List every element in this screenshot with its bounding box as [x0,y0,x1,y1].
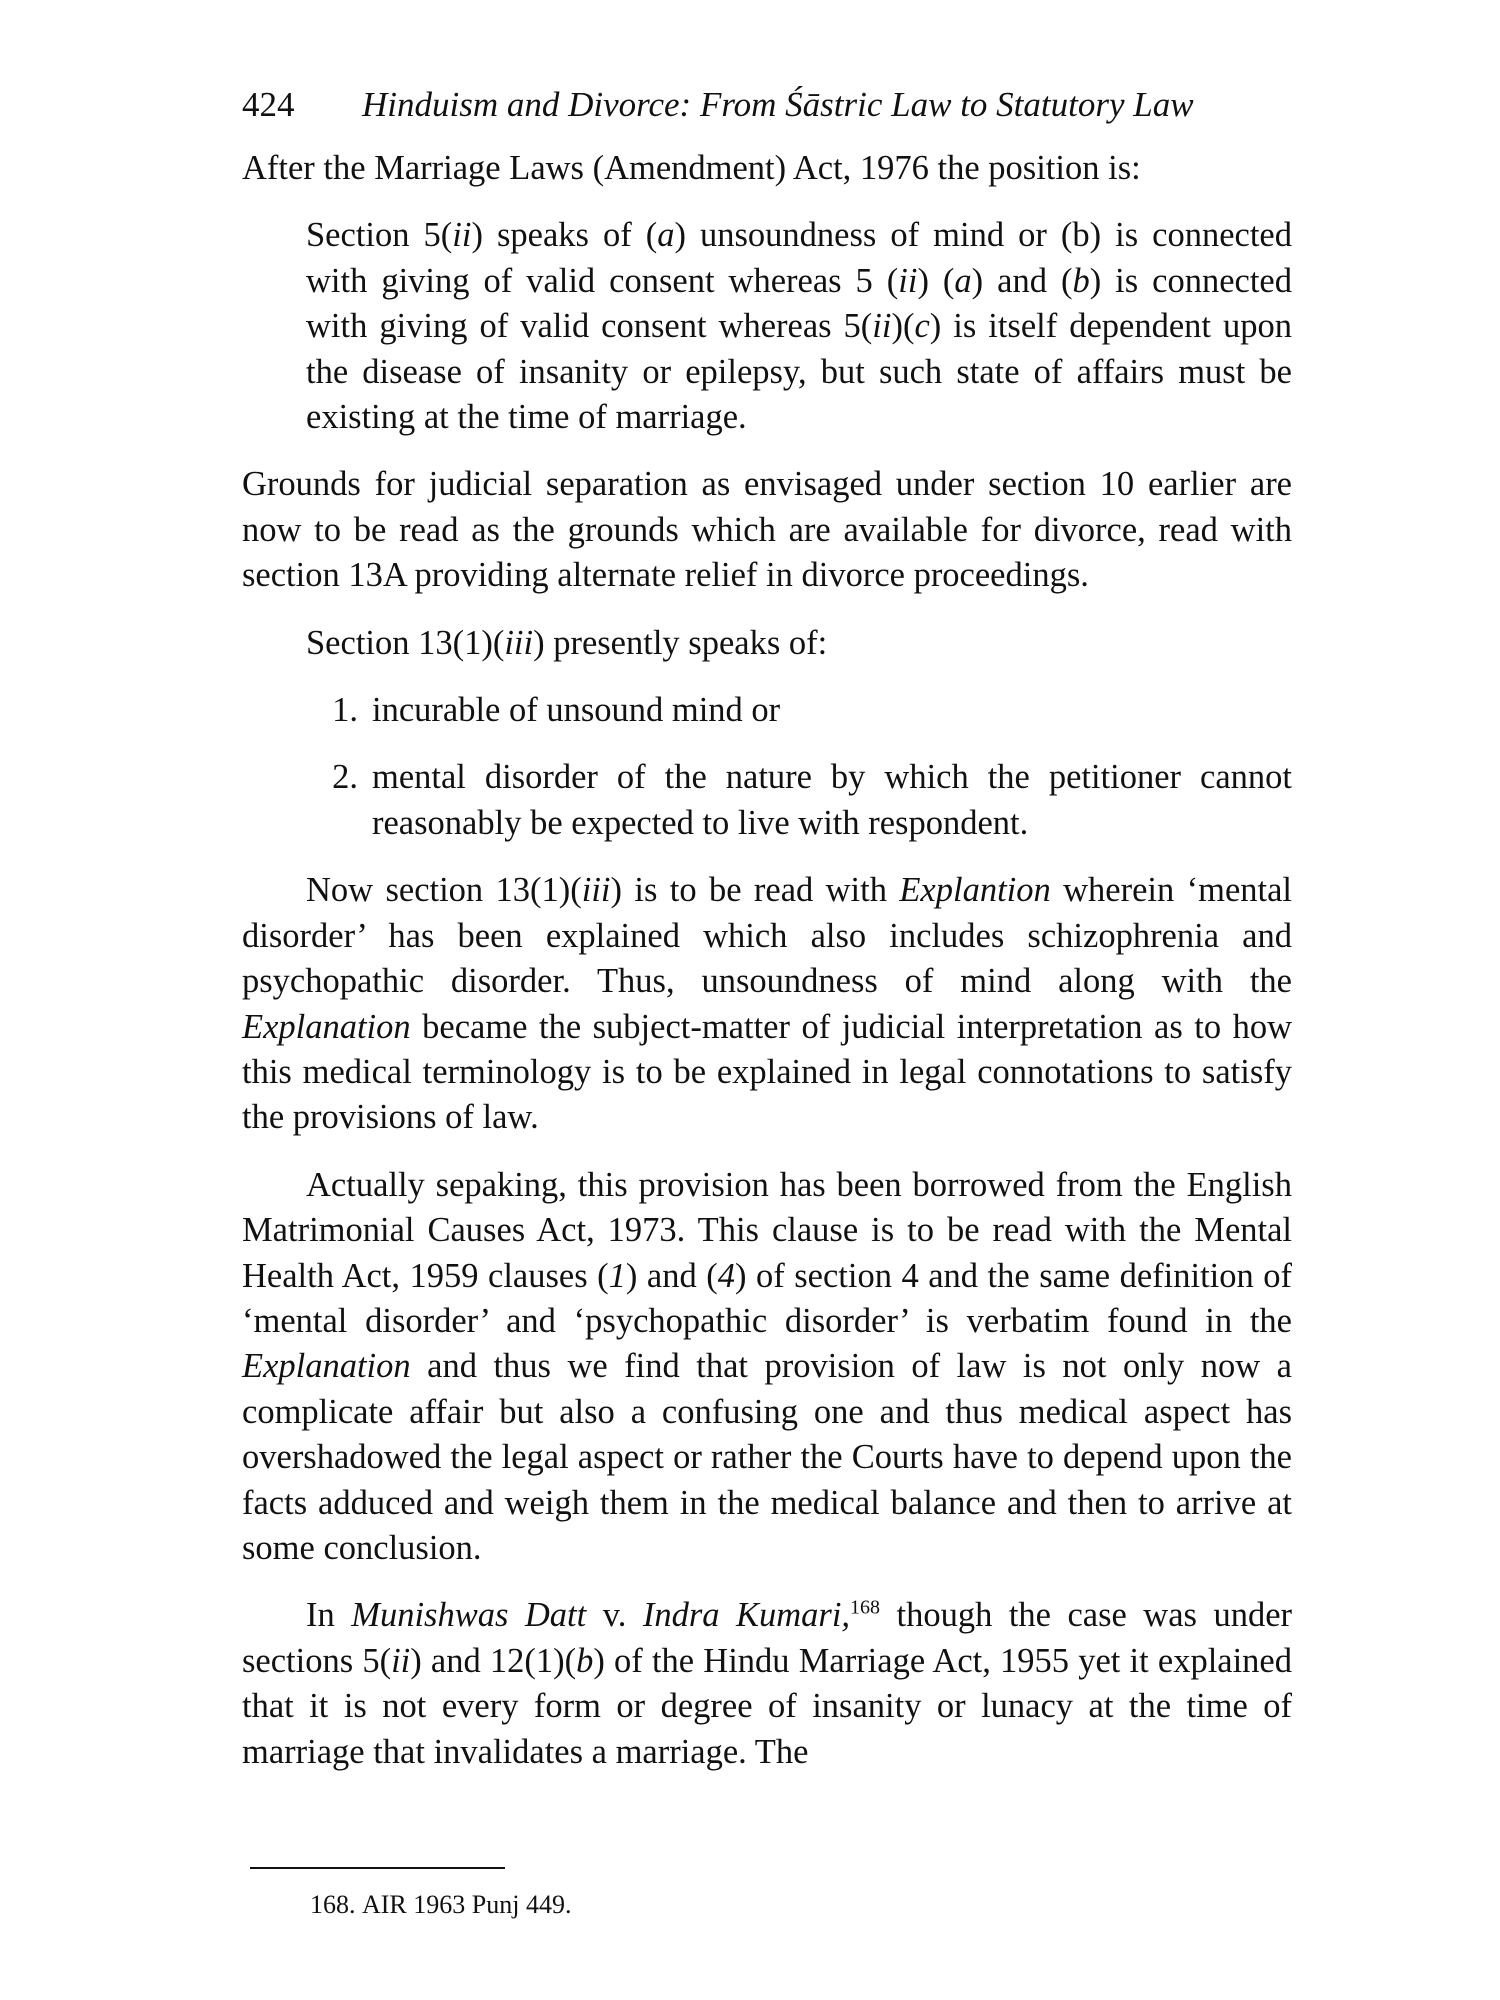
list-item [242,688,1292,733]
paragraph-actually: Actually sepaking, this provision has been borrowed from the English Matrimonial Causes Act, 1973. This clause is to be read with the Mental Health Act, 1959 clauses (1) and (4) of section 4 and the same definition of ‘mental disorder’ and ‘psychopathic disorder’ is verbatim found in the Explanation and thus we find that provision of law is not only now a complicate affair but also a confusing one and thus medical aspect has overshadowed the legal aspect or rather the Courts have to depend upon the facts adduced and weigh them in the medical balance and then to arrive at some conclusion. [242,1165,1293,1567]
section-lead: Section 13(1)(iii) presently speaks of: [306,623,828,662]
list-item-text: incurable of unsound mind or [372,691,781,730]
running-title: Hinduism and Divorce: From Śāstric Law to Statutory Law [362,85,1194,124]
page-number: 424 [242,85,295,124]
list-item-number: 1. [332,691,358,730]
paragraph-grounds: Grounds for judicial separation as envisaged under section 10 earlier are now to be read as the grounds which are available for divorce, read with section 13A providing alternate relief in divorce proceedings. [242,465,1292,595]
page-body [242,146,1292,1797]
footnote-divider [250,1867,505,1869]
paragraph-now-section: Now section 13(1)(iii) is to be read with Explantion wherein ‘mental disorder’ has been explained which also includes schizophrenia and psychopathic disorder. Thus, unsoundness of mind along with the Explanation became the subject-matter of judicial interpretation as to how this medical terminology is to be explained in legal connotations to satisfy the provisions of law. [242,871,1292,1137]
numbered-list [242,688,1292,846]
list-item [242,755,1292,846]
running-header [242,82,1292,128]
footnote-text: AIR 1963 Punj 449. [362,1890,572,1919]
paragraph-case: In Munishwas Datt v. Indra Kumari,$^{168}$ though the case was under sections 5(ii) and 12(1)(b) of the Hindu Marriage Act, 1955 yet it explained that it is not every form or degree of insanity or lunacy at the time of marriage that invalidates a marriage. The [242,1596,1292,1771]
block-quote: Section 5(ii) speaks of (a) unsoundness of mind or (b) is connected with giving of valid consent whereas 5 (ii) (a) and (b) is connected with giving of valid consent whereas 5(ii)(c) is itself dependent upon the disease of insanity or epilepsy, but such state of affairs must be existing at the time of marriage. [306,216,1292,437]
list-item-number: 2. [332,758,358,797]
list-item-text: mental disorder of the nature by which the petitioner cannot reasonably be expected to live with respondent. [372,758,1292,842]
intro-paragraph: After the Marriage Laws (Amendment) Act, 1976 the position is: [242,149,1141,187]
footnote-number: 168. [310,1890,356,1919]
footnote-reference[interactable]: 168 [850,1596,881,1619]
footnote [310,1888,571,1922]
